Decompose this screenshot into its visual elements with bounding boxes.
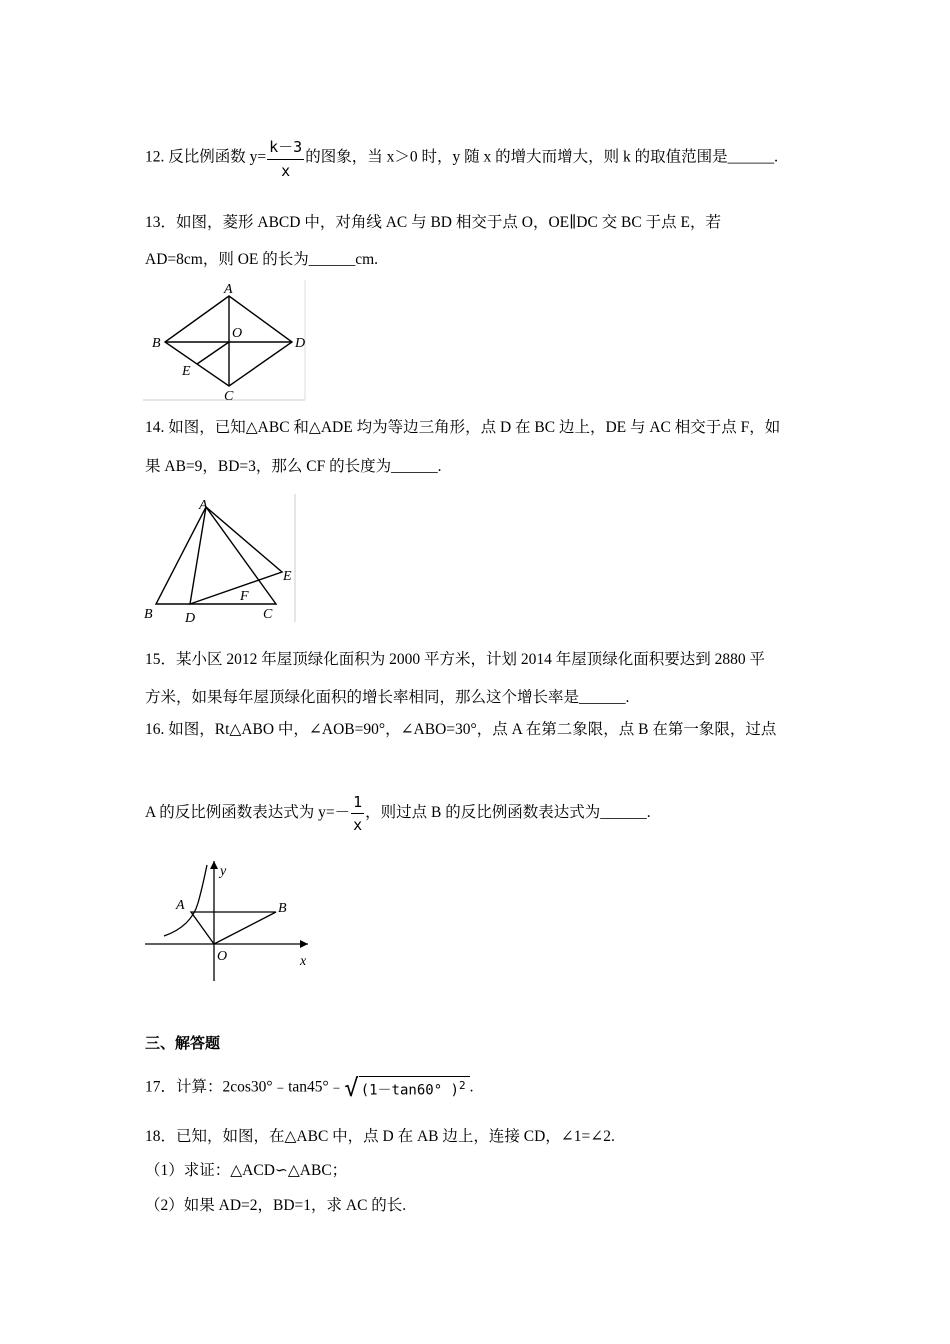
q14-line-2: 果 AB=9，BD=3，那么 CF 的长度为______. (145, 458, 442, 475)
q18-part-2: （2）如果 AD=2，BD=1，求 AC 的长. (145, 1197, 407, 1214)
q13-line-2: AD=8cm，则 OE 的长为______cm. (145, 251, 379, 268)
label-a: A (176, 898, 185, 913)
label-x: x (300, 954, 307, 969)
label-d: D (185, 611, 196, 626)
q16-line-1: 16. 如图，Rt△ABO 中，∠AOB=90°，∠ABO=30°，点 A 在第二象限，点 B 在第一象限，过点 (145, 721, 777, 738)
label-c: C (263, 607, 273, 622)
q17-suffix: . (469, 1078, 474, 1096)
q18-line-1: 18．已知，如图，在△ABC 中，点 D 在 AB 边上，连接 CD，∠1=∠2. (145, 1128, 615, 1145)
q16-line-2-prefix: A 的反比例函数表达式为 y=－ (145, 804, 351, 822)
label-e: E (283, 569, 292, 584)
label-a: A (224, 282, 233, 297)
q16-line-2-suffix: ，则过点 B 的反比例函数表达式为______. (365, 804, 651, 822)
q14-line-1: 14. 如图，已知△ABC 和△ADE 均为等边三角形，点 D 在 BC 边上，DE 与 AC 相交于点 F，如 (145, 419, 781, 436)
label-b: B (278, 901, 287, 916)
label-o: O (217, 949, 228, 964)
q15-line-2: 方米，如果每年屋顶绿化面积的增长率相同，那么这个增长率是______. (145, 689, 630, 706)
q17-exponent: 2 (459, 1079, 466, 1093)
triangle-ade (190, 507, 282, 604)
q16-fraction (351, 793, 364, 834)
q12-frac-denominator: x (281, 162, 291, 180)
label-e: E (182, 364, 191, 379)
q12-prefix: 12. 反比例函数 y= (145, 148, 267, 166)
question-17 (145, 1074, 474, 1102)
q17-prefix: 17．计算：2cos30°﹣tan45°﹣ (145, 1078, 345, 1096)
q12-fraction (267, 136, 304, 180)
q16-line-2 (145, 793, 651, 834)
label-o: O (232, 326, 243, 341)
triangle-abo (191, 912, 276, 944)
figure-14-triangles (140, 492, 305, 627)
q12-suffix: 的图象，当 x＞0 时，y 随 x 的增大而增大，则 k 的取值范围是______. (305, 148, 778, 166)
q17-radicand: (1－tan60° ) (360, 1082, 459, 1099)
segment-oe (197, 342, 229, 364)
label-f: F (240, 589, 249, 604)
q16-frac-denominator: x (353, 816, 363, 834)
q13-line-1: 13．如图，菱形 ABCD 中，对角线 AC 与 BD 相交于点 O，OE∥DC 交 BC 于点 E，若 (145, 214, 721, 231)
label-b: B (152, 336, 161, 351)
question-12 (145, 136, 778, 180)
figure-13-rhombus (140, 278, 310, 403)
figure-16-coordinate (140, 855, 315, 985)
label-c: C (224, 389, 234, 403)
label-b: B (144, 607, 153, 622)
label-d: D (295, 336, 306, 351)
q17-sqrt (344, 1074, 469, 1102)
q15-line-1: 15．某小区 2012 年屋顶绿化面积为 2000 平方米，计划 2014 年屋顶绿化面积要达到 2880 平 (145, 651, 766, 668)
sqrt-icon: √ (344, 1074, 359, 1102)
triangle-abc (156, 507, 276, 604)
label-a: A (199, 498, 208, 513)
q12-frac-numerator: k－3 (267, 136, 304, 160)
section-heading: 三、解答题 (145, 1034, 221, 1052)
q18-part-1: （1）求证：△ACD∽△ABC； (145, 1162, 348, 1179)
label-y: y (220, 864, 227, 879)
q17-radicand-wrap (359, 1076, 470, 1100)
q16-frac-numerator: 1 (351, 793, 364, 814)
